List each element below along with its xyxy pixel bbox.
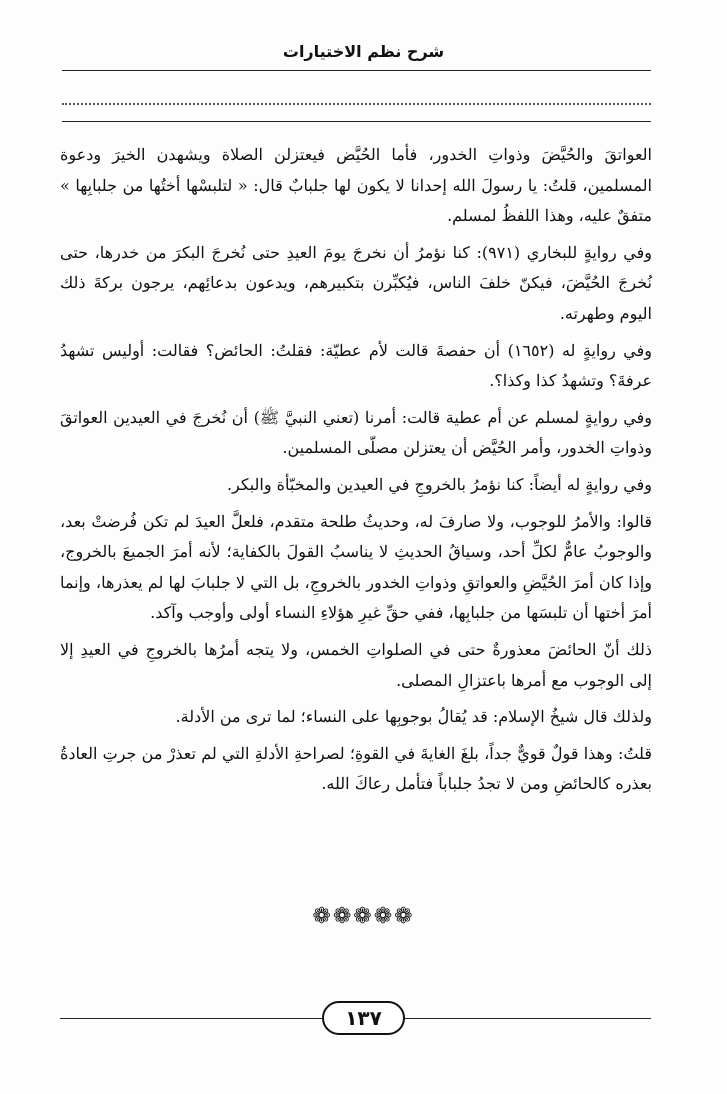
section-end-ornaments: ❁❁❁❁❁	[312, 904, 415, 929]
paragraph: ولذلك قال شيخُ الإسلام: قد يُقالُ بوجوبِها على النساء؛ لما ترى من الأدلة.	[175, 707, 652, 727]
page-number: ١٣٧	[322, 1001, 405, 1035]
paragraph: وفي روايةٍ للبخاري (٩٧١): كنا نؤمرُ أن نخرجَ يومَ العيدِ حتى نُخرجَ البكرَ من خدرها، حتى نُخرجَ الحُيَّضَ، فيكنّ خلفَ الناس، فيُكبِّرن بتكبيرهم، ويدعون بدعائِهم، يرجون بركةَ ذلك اليوم وطهرته.	[60, 242, 652, 323]
paragraph: قالوا: والأمرُ للوجوب، ولا صارفَ له، وحديثُ طلحة متقدم، فلعلَّ العيدَ لم تكن فُرضتْ بعد، والوجوبُ عامٌّ لكلِّ أحد، وسياقُ الحديثِ لا يناسبُ القولَ بالكفاية؛ لأنه أمرَ الجميعَ بالخروج، وإذا كان أمرَ الحُيَّضِ والعواتقِ وذواتِ الخدور بالخروجِ، بل التي لا جلبابَ لها لم يعذرها، وإنما أمرَ أختها أن تلبسَها من جلبابِها، ففي حقِّ غيرِ هؤلاءِ النساء أولى وأوجب وآكد.	[60, 511, 652, 623]
footer-rule-left	[60, 1018, 322, 1019]
header-dotted-line	[62, 103, 651, 105]
paragraph: ذلك أنّ الحائضَ معذورةٌ حتى في الصلواتِ الخمس، ولا يتجه أمرُها بالخروجِ في العيدِ إلا إلى الوجوب مع أمرها باعتزالِ المصلى.	[60, 639, 652, 690]
paragraph: وفي روايةٍ لمسلم عن أم عطية قالت: أمرنا (تعني النبيَّ ﷺ) أن نُخرجَ في العيدين العواتقَ وذواتِ الخدور، وأمر الحُيَّض أن يعتزلن مصلّى المسلمين.	[60, 407, 653, 458]
running-title: شرح نظم الاختيارات	[282, 42, 445, 61]
paragraph: قلتُ: وهذا قولٌ قويٌّ جداً، بلغَ الغايةَ في القوةِ؛ لصراحةِ الأدلةِ التي لم تعذرْ من جرتِ العادةُ بعذره كالحائضِ ومن لا تجدُ جلباباً فتأمل رعاكَ الله.	[60, 743, 652, 794]
paragraph: العواتقَ والحُيَّضَ وذواتِ الخدور، فأما الحُيَّض فيعتزلن الصلاة ويشهدن الخيرَ ودعوة المسلمين، قلتُ: يا رسولَ الله إحدانا لا يكون لها جلبابٌ قال: « لتلبسْها أختُها من جلبابِها » متفقٌ عليه، وهذا اللفظُ لمسلم.	[60, 145, 652, 226]
paragraph: وفي روايةٍ له أيضاً: كنا نؤمرُ بالخروجِ في العيدين والمخبّأة والبكر.	[226, 474, 652, 494]
body-text	[60, 140, 652, 806]
paragraph: وفي روايةٍ له (١٦٥٢) أن حفصةَ قالت لأم عطيّة: فقلتُ: الحائض؟ فقالت: أوليس تشهدُ عرفةَ؟ وتشهدُ كذا وكذا؟.	[60, 340, 653, 391]
header-rule-bottom	[62, 121, 651, 122]
footer-rule-right	[405, 1018, 651, 1019]
header-rule-top	[62, 70, 651, 71]
